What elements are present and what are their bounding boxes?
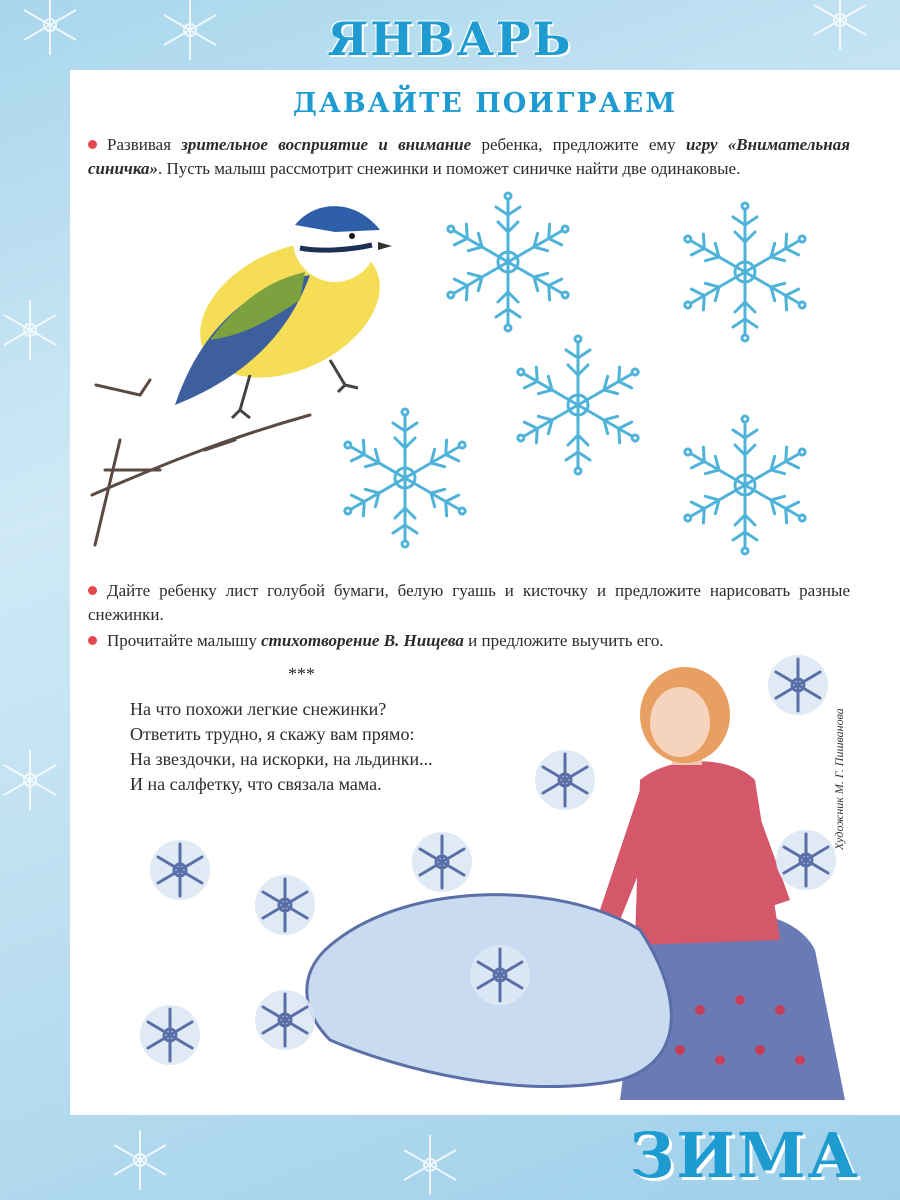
deco-snowflake-icon [140,1005,200,1065]
artist-credit: Художник М. Г. Пишванова [832,708,846,850]
deco-snowflake-icon [535,750,595,810]
deco-snowflake-icon [255,875,315,935]
paragraph-game: Развивая зрительное восприятие и внимание ребенка, предложите ему игру «Внимательная синичка». Пусть малыш рассмотрит снежинки и поможет синичке найти две одинаковые. [88,135,850,178]
snowflake-2-icon [679,203,811,341]
poem [130,697,433,797]
deco-snowflake-icon [768,655,828,715]
deco-snowflake-icon [776,830,836,890]
deco-snowflake-icon [412,832,472,892]
deco-snowflake-icon [150,840,210,900]
napkin [307,895,672,1087]
poem-line: Ответить трудно, я скажу вам прямо: [130,724,415,744]
bullet-icon [88,636,97,645]
snowflake-3-icon [512,336,644,474]
branch [92,380,310,545]
season-title: ЗИМА [629,1119,860,1192]
poem-line: На что похожи легкие снежинки? [130,699,387,719]
poem-line: На звездочки, на искорки, на льдинки... [130,749,433,769]
section-title: ДАВАЙТЕ ПОИГРАЕМ [292,88,678,119]
paragraph-drawing: Дайте ребенку лист голубой бумаги, белую гуашь и кисточку и предложите нарисовать разные снежинки. [88,581,850,624]
month-title: ЯНВАРЬ [327,12,573,66]
titmouse-bird [175,198,401,418]
snowflake-1-icon [442,193,574,331]
poem-stars: *** [288,664,315,684]
paragraph-poem-intro: Прочитайте малышу стихотворение В. Нищева и предложите выучить его. [88,629,850,653]
poem-line: И на салфетку, что связала мама. [130,774,382,794]
snowflake-5-icon [679,416,811,554]
bullet-icon [88,586,97,595]
deco-snowflake-icon [255,990,315,1050]
snowflake-4-icon [339,409,471,547]
